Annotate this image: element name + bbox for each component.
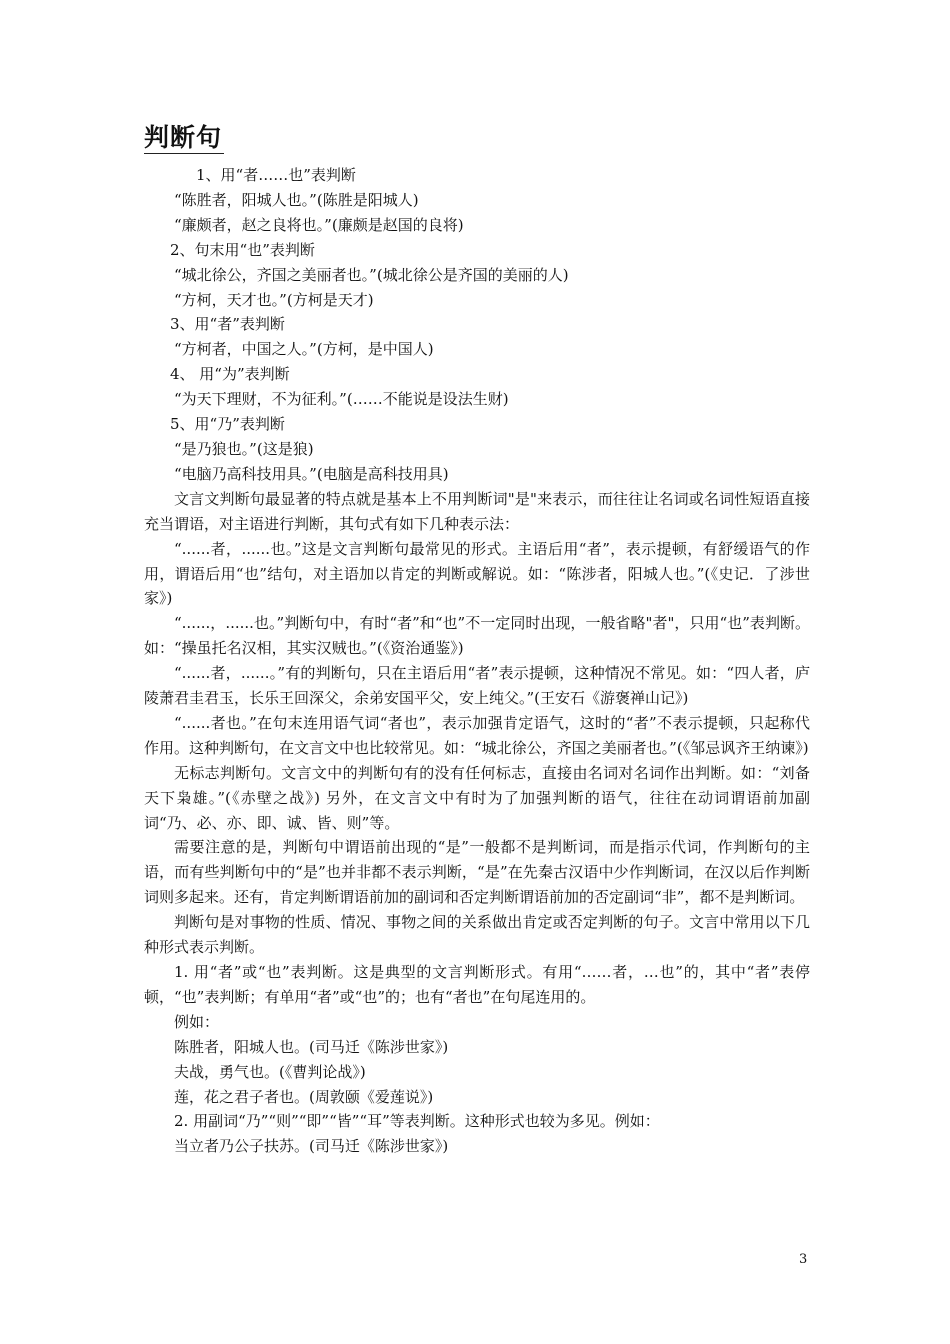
paragraph: 判断句是对事物的性质、情况、事物之间的关系做出肯定或否定判断的句子。文言中常用以下几种形式表示判断。 (144, 913, 810, 957)
list-item: “方柯，天才也。”(方柯是天才) (174, 290, 374, 309)
list-item: 4、 用“为”表判断 (170, 365, 290, 384)
paragraph: 需要注意的是，判断句中谓语前出现的“是”一般都不是判断词，而是指示代词，作判断句的主语，而有些判断句中的“是”也并非都不表示判断，“是”在先秦古汉语中少作判断词，在汉以后作判断词则多起来。还有，肯定判断谓语前加的副词和否定判断谓语前加的否定副词“非”，都不是判断词。 (144, 838, 810, 907)
example-sentences (144, 1010, 810, 1110)
list-item: 5、用“乃”表判断 (170, 415, 285, 434)
page-title: 判断句 (144, 123, 223, 152)
list-item: “方柯者，中国之人。”(方柯，是中国人) (174, 340, 434, 359)
list-item: 3、用“者”表判断 (170, 315, 285, 334)
title-underline (144, 153, 224, 154)
list-item: “城北徐公，齐国之美丽者也。”(城北徐公是齐国的美丽的人) (174, 265, 569, 284)
paragraph: “......，......也。”判断句中，有时“者”和“也”不一定同时出现，一般省略"者"，只用“也”表判断。如：“操虽托名汉相，其实汉贼也。”(《资治通鉴》) (144, 614, 810, 658)
paragraph: 当立者乃公子扶苏。(司马迁《陈涉世家》) (174, 1137, 449, 1156)
example-line: 莲，花之君子者也。(周敦颐《爱莲说》) (174, 1087, 434, 1106)
list-item: “陈胜者，阳城人也。”(陈胜是阳城人) (174, 190, 419, 209)
list-item: 1、用“者……也”表判断 (196, 166, 356, 184)
example-line: 陈胜者，阳城人也。(司马迁《陈涉世家》) (174, 1037, 449, 1056)
paragraph: “......者，......。”有的判断句，只在主语后用“者”表示提顿，这种情况不常见。如：“四人者，庐陵萧君圭君玉，长乐王回深父，余弟安国平父，安上纯父。”(王安石《游褒禅山记》) (144, 664, 810, 708)
page-number: 3 (799, 1252, 808, 1267)
document-body (144, 163, 810, 1159)
list-item: “是乃狼也。”(这是狼) (174, 439, 314, 458)
paragraph: 文言文判断句最显著的特点就是基本上不用判断词"是"来表示，而往往让名词或名词性短语直接充当谓语，对主语进行判断，其句式有如下几种表示法： (144, 489, 810, 533)
paragraph: 无标志判断句。文言文中的判断句有的没有任何标志，直接由名词对名词作出判断。如：“刘备天下枭雄。”(《赤壁之战》) 另外，在文言文中有时为了加强判断的语气，往往在动词谓语前加副词“乃、必、亦、即、诚、皆、则”等。 (144, 763, 810, 832)
further-forms (144, 1109, 810, 1159)
list-item: “为天下理财，不为征利。”(……不能说是设法生财) (174, 390, 509, 409)
example-line: 夫战，勇气也。(《曹判论战》) (174, 1062, 366, 1081)
paragraph: 2. 用副词“乃”“则”“即”“皆”“耳”等表判断。这种形式也较为多见。例如： (174, 1112, 660, 1131)
paragraph: “......者，......也。”这是文言判断句最常见的形式。主语后用“者”，表示提顿，有舒缓语气的作用，谓语后用“也”结句，对主语加以肯定的判断或解说。如：“陈涉者，阳城人也。”(《史记．了涉世家》) (144, 539, 810, 608)
paragraph: 1. 用“者”或“也”表判断。这是典型的文言判断形式。有用“……者，…也”的，其中“者”表停顿，“也”表判断；有单用“者”或“也”的；也有“者也”在句尾连用的。 (144, 963, 810, 1006)
explanation (144, 487, 810, 1010)
example-line: 例如： (174, 1012, 220, 1031)
examples-list (144, 163, 810, 487)
list-item: 2、句末用“也”表判断 (170, 240, 315, 259)
paragraph: “......者也。”在句末连用语气词“者也”，表示加强肯定语气，这时的“者”不表示提顿，只起称代作用。这种判断句，在文言文中也比较常见。如：“城北徐公，齐国之美丽者也。”(《邹忌讽齐王纳谏》) (144, 713, 810, 757)
list-item: “廉颇者，赵之良将也。”(廉颇是赵国的良将) (174, 215, 464, 234)
list-item: “电脑乃高科技用具。”(电脑是高科技用具) (174, 464, 449, 483)
